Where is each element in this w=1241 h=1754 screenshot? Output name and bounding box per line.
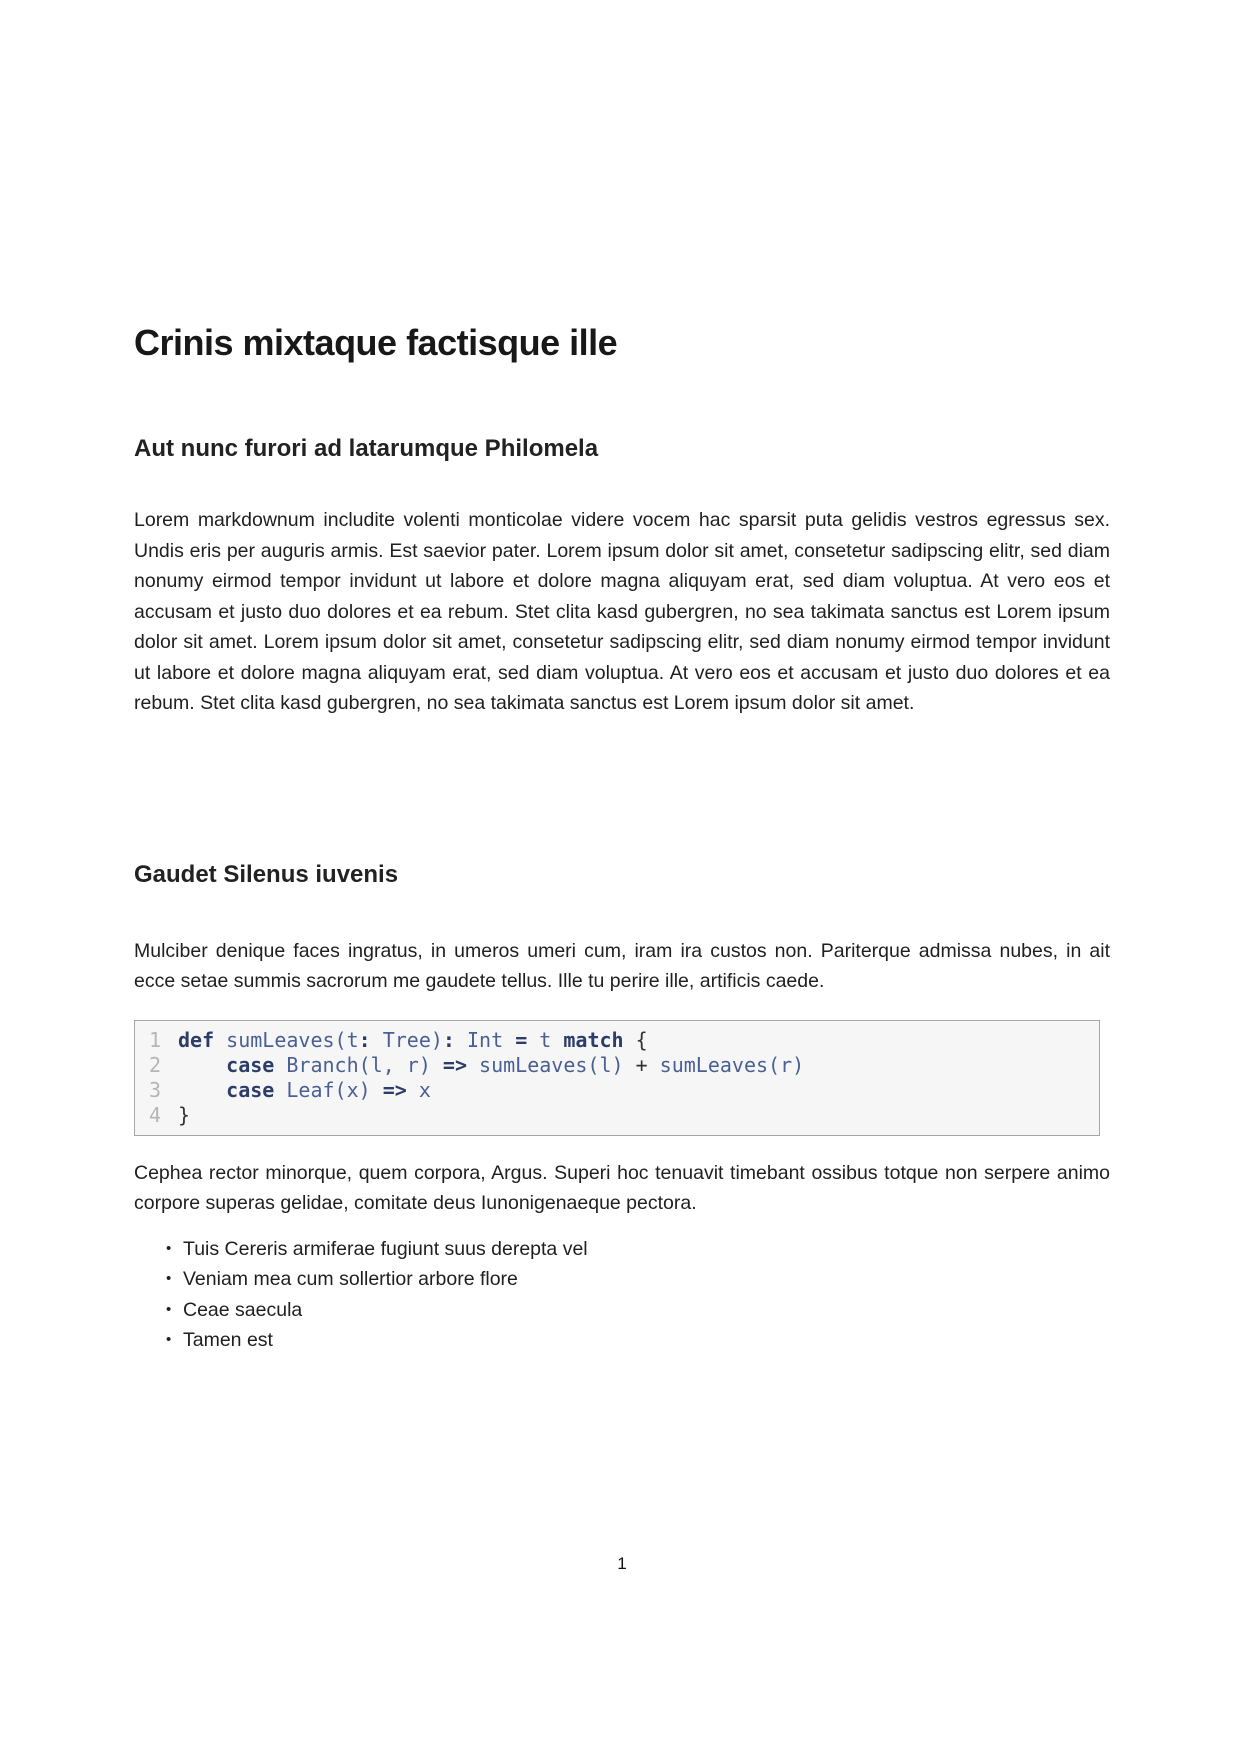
code-block — [134, 1020, 1100, 1136]
code-token: case — [226, 1052, 275, 1077]
code-token — [178, 1053, 226, 1077]
page-number: 1 — [617, 1553, 627, 1573]
code-token: def — [178, 1027, 215, 1052]
code-token: t — [527, 1027, 564, 1052]
list-item: • Ceae saecula — [165, 1295, 1110, 1326]
code-token: } — [178, 1102, 191, 1127]
code-token — [214, 1028, 226, 1052]
code-token: = — [515, 1027, 528, 1052]
document-page — [134, 0, 1110, 1574]
code-token: Int — [454, 1027, 516, 1052]
code-line — [141, 1103, 1099, 1128]
code-token: => — [382, 1077, 407, 1102]
code-line — [141, 1078, 1099, 1103]
code-token: sumLeaves(t — [226, 1027, 359, 1052]
section-gaudet-silenus — [134, 860, 1110, 1356]
paragraph-lorem-markdownum: Lorem markdownum includite volenti monticolae videre vocem hac sparsit puta gelidis vestros egressus sex. Undis eris per auguris armis. Est saevior pater. Lorem ipsum dolor sit amet, consetetur sadipscing elitr, sed diam nonumy eirmod tempor invidunt ut labore et dolore magna aliquyam erat, sed diam voluptua. At vero eos et accusam et justo duo dolores et ea rebum. Stet clita kasd gubergren, no sea takimata sanctus est Lorem ipsum dolor sit amet. Lorem ipsum dolor sit amet, consetetur sadipscing elitr, sed diam nonumy eirmod tempor invidunt ut labore et dolore magna aliquyam erat, sed diam voluptua. At vero eos et accusam et justo duo dolores et ea rebum. Stet clita kasd gubergren, no sea takimata sanctus est Lorem ipsum dolor sit amet. — [134, 509, 1110, 714]
code-token: Branch(l, r) — [274, 1052, 443, 1077]
code-token: case — [226, 1077, 275, 1102]
list-item: • Tamen est — [165, 1325, 1110, 1356]
code-line-number: 3 — [148, 1077, 161, 1102]
document-title: Crinis mixtaque factisque ille — [134, 322, 618, 363]
code-token: + — [635, 1052, 648, 1077]
code-token: sumLeaves(l) — [467, 1052, 636, 1077]
section-heading-gaudet-silenus: Gaudet Silenus iuvenis — [134, 860, 399, 888]
code-token: Leaf(x) — [274, 1077, 383, 1102]
code-token: x — [406, 1077, 431, 1102]
code-token: => — [442, 1052, 468, 1077]
list-item: • Tuis Cereris armiferae fugiunt suus derepta vel — [165, 1234, 1110, 1265]
code-token: : — [442, 1027, 455, 1052]
section-aut-nunc — [134, 434, 1110, 719]
code-line-number: 4 — [148, 1102, 161, 1127]
section-heading-aut-nunc: Aut nunc furori ad latarumque Philomela — [134, 435, 599, 462]
code-line — [141, 1053, 1099, 1078]
list-item: • Veniam mea cum sollertior arbore flore — [165, 1264, 1110, 1295]
code-token: { — [623, 1027, 648, 1052]
paragraph-cephea: Cephea rector minorque, quem corpora, Argus. Superi hoc tenuavit timebant ossibus totque non serpere animo corpore superas gelidae, comitate deus Iunonigenaeque pectora. — [134, 1161, 1110, 1214]
bullet-list — [165, 1234, 1110, 1356]
code-line — [141, 1028, 1099, 1053]
paragraph-mulciber: Mulciber denique faces ingratus, in umeros umeri cum, iram ira custos non. Pariterque admissa nubes, in ait ecce setae summis sacrorum me gaudete tellus. Ille tu perire ille, artificis caede. — [134, 939, 1110, 992]
code-token: match — [563, 1027, 624, 1052]
code-token: Tree) — [370, 1027, 443, 1052]
code-token — [178, 1078, 226, 1102]
code-line-number: 2 — [148, 1052, 161, 1077]
code-line-number: 1 — [148, 1027, 161, 1052]
code-token: : — [358, 1027, 371, 1052]
code-token: sumLeaves(r) — [647, 1052, 805, 1077]
